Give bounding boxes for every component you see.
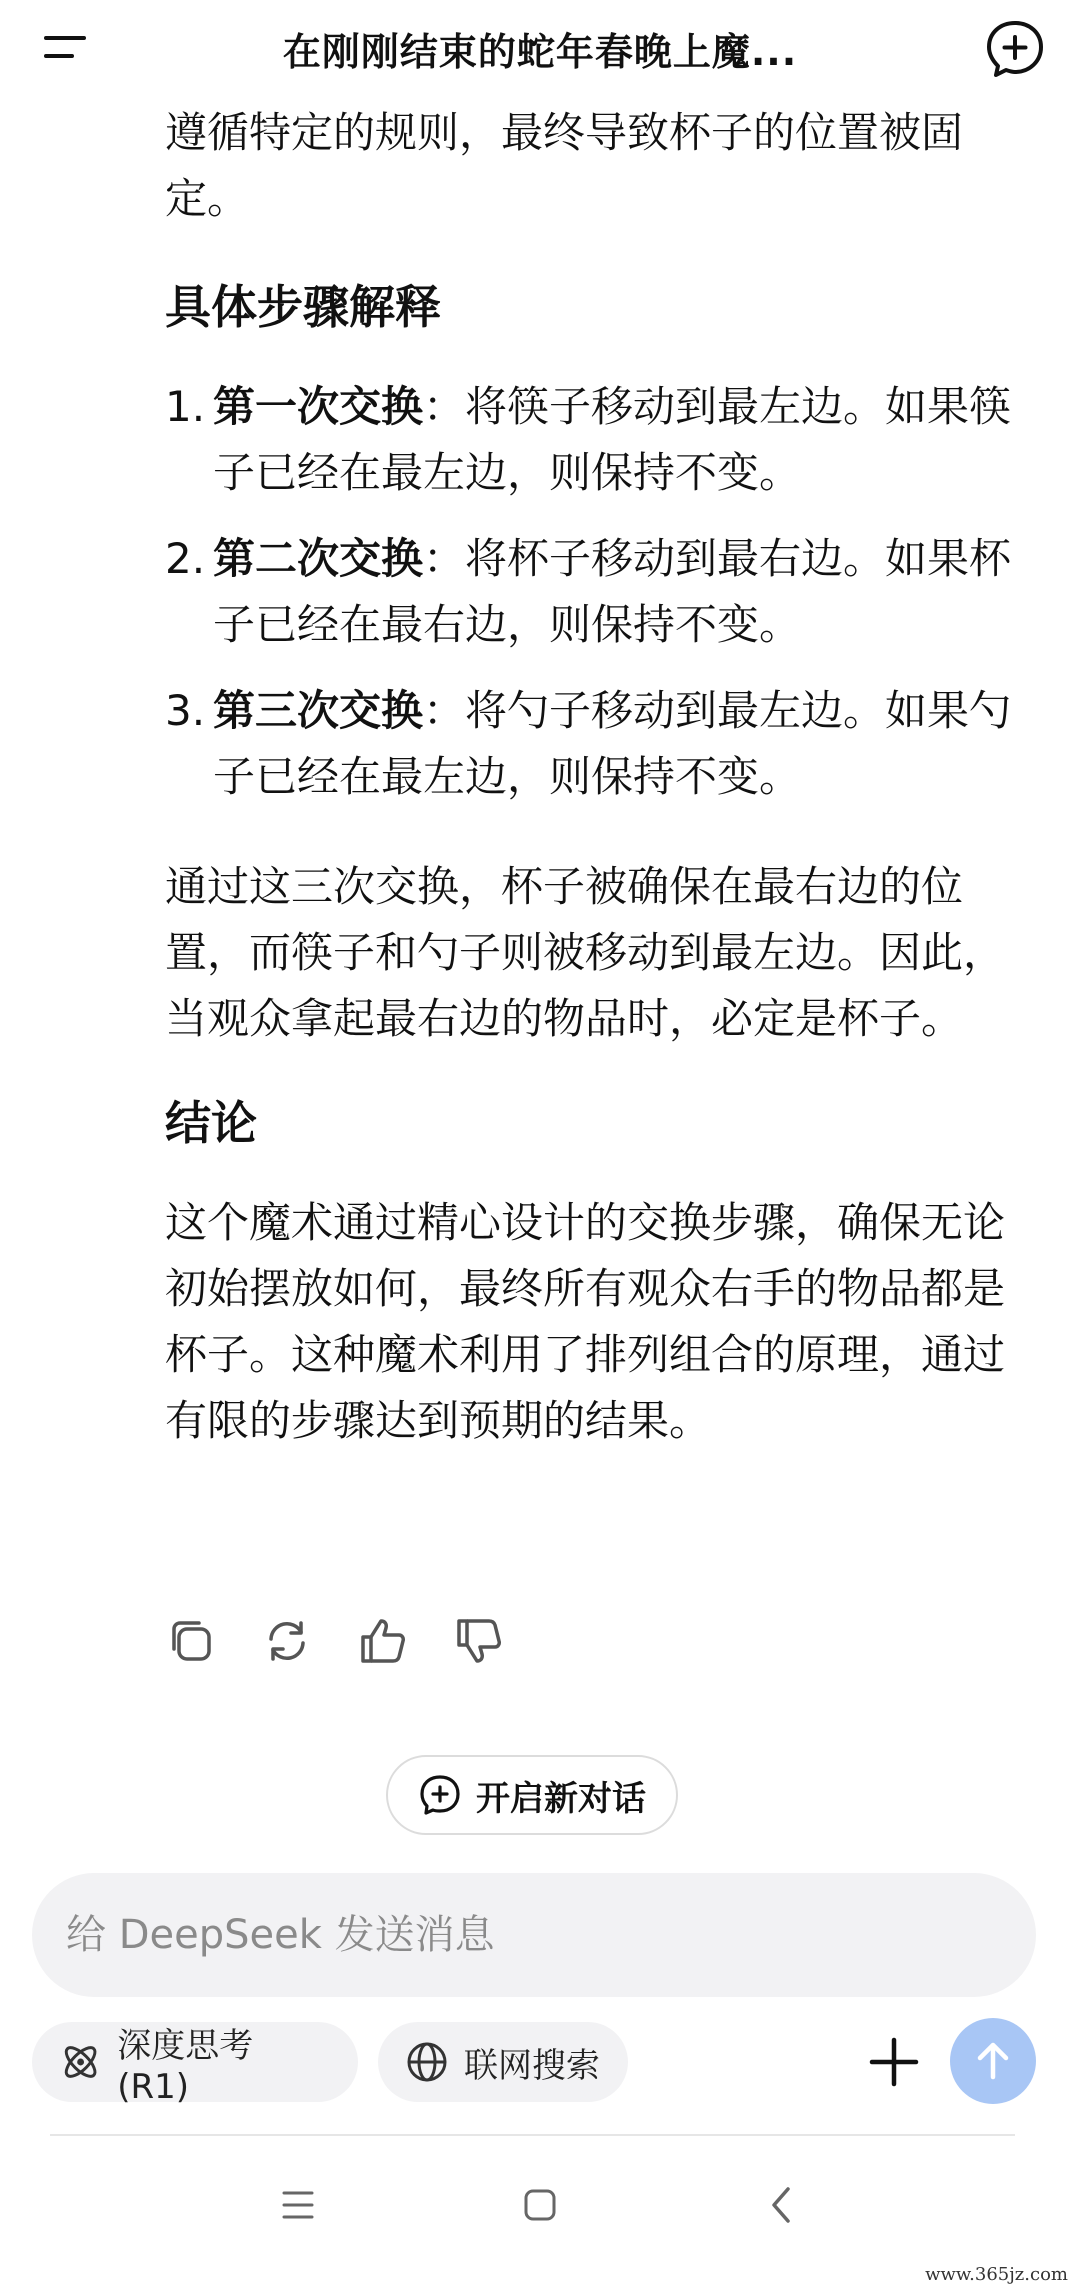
add-attachment-icon[interactable] — [862, 2030, 926, 2094]
assistant-message — [165, 100, 1045, 1454]
new-chat-icon[interactable] — [984, 18, 1046, 80]
recent-apps-icon[interactable] — [268, 2175, 328, 2235]
intro-line: 定。 — [165, 174, 250, 223]
atom-icon — [58, 2039, 103, 2085]
summary-paragraph: 通过这三次交换，杯子被确保在最右边的位置，而筷子和勺子则被移动到最左边。因此，当观众拿起最右边的物品时，必定是杯子。 — [165, 862, 1006, 1043]
regenerate-icon[interactable] — [261, 1615, 313, 1667]
send-button[interactable] — [950, 2018, 1036, 2104]
home-icon[interactable] — [510, 2175, 570, 2235]
new-chat-icon — [418, 1773, 462, 1817]
thumbs-up-icon[interactable] — [357, 1615, 409, 1667]
web-search-toggle[interactable] — [378, 2022, 628, 2102]
copy-icon[interactable] — [165, 1615, 217, 1667]
system-navigation-bar — [0, 2175, 1080, 2255]
conversation-title: 在刚刚结束的蛇年春晚上魔... — [282, 29, 798, 74]
list-item: 2. 第二次交换：将杯子移动到最右边。如果杯子已经在最右边，则保持不变。 — [165, 534, 1012, 649]
globe-icon — [404, 2039, 450, 2085]
conclusion-heading: 结论 — [165, 1096, 257, 1150]
web-search-label: 联网搜索 — [464, 2045, 600, 2086]
new-conversation-button[interactable] — [386, 1755, 678, 1835]
message-input-container — [32, 1873, 1036, 1997]
list-item: 1. 第一次交换：将筷子移动到最左边。如果筷子已经在最左边，则保持不变。 — [165, 382, 1012, 497]
list-item: 3. 第三次交换：将勺子移动到最左边。如果勺子已经在最左边，则保持不变。 — [165, 686, 1012, 801]
deep-think-label: 深度思考 (R1) — [117, 2025, 254, 2107]
message-input[interactable] — [32, 1873, 1036, 1997]
thumbs-down-icon[interactable] — [453, 1615, 505, 1667]
deep-think-toggle[interactable] — [32, 2022, 358, 2107]
watermark: www.365jz.com — [925, 2264, 1068, 2285]
top-bar — [0, 0, 1080, 96]
arrow-up-icon — [969, 2037, 1017, 2085]
steps-list — [165, 374, 1045, 810]
steps-heading: 具体步骤解释 — [165, 280, 441, 334]
message-actions — [165, 1615, 505, 1667]
intro-line: 遵循特定的规则，最终导致杯子的位置被固 — [165, 108, 964, 157]
divider — [50, 2134, 1015, 2136]
back-icon[interactable] — [752, 2175, 812, 2235]
conclusion-paragraph: 这个魔术通过精心设计的交换步骤，确保无论初始摆放如何，最终所有观众右手的物品都是杯子。这种魔术利用了排列组合的原理，通过有限的步骤达到预期的结果。 — [165, 1198, 1006, 1445]
new-conversation-label: 开启新对话 — [476, 1778, 646, 1819]
menu-icon[interactable] — [36, 24, 100, 72]
